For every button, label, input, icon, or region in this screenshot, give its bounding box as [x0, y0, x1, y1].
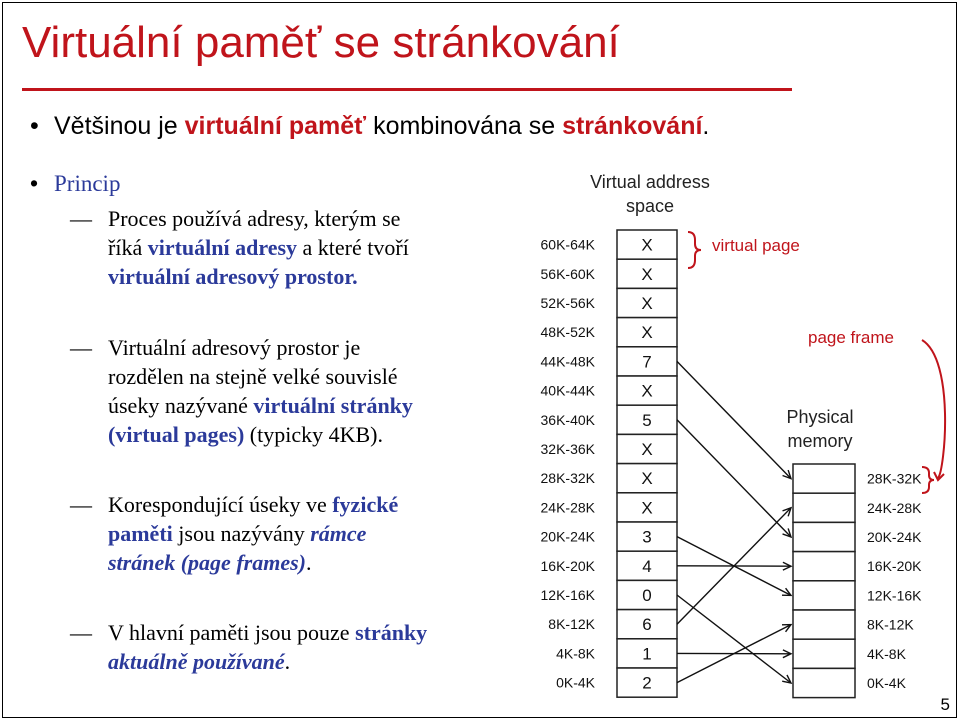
virtual-page-entry: 3 — [642, 527, 652, 547]
virtual-range-label: 8K-12K — [548, 616, 595, 633]
virtual-page-entry: 2 — [642, 673, 652, 693]
physical-range-label: 28K-32K — [867, 470, 922, 487]
physical-frame-cell — [793, 493, 855, 522]
bullet-1-text-a: Většinou je — [54, 112, 185, 140]
sub2-line3: úseky nazývané virtuální stránky — [108, 393, 413, 418]
physical-label-line1: Physical — [786, 407, 854, 427]
sub4-line1: V hlavní paměti jsou pouze stránky — [108, 620, 428, 645]
vas-title-line1: Virtual address — [590, 172, 710, 192]
sub1-line3: virtuální adresový prostor. — [108, 264, 358, 289]
virtual-page-entry: X — [641, 498, 653, 518]
virtual-page-entry: X — [641, 440, 653, 459]
virtual-range-label: 44K-48K — [540, 353, 595, 370]
mapping-arrow — [677, 595, 791, 683]
physical-range-label: 0K-4K — [867, 675, 906, 691]
physical-range-label: 4K-8K — [867, 645, 906, 662]
sub3-line1: Korespondující úseky ve fyzické — [108, 492, 399, 517]
virtual-page-entry: 6 — [642, 615, 652, 635]
virtual-range-label: 32K-36K — [540, 441, 595, 457]
virtual-range-label: 12K-16K — [540, 587, 595, 603]
physical-frame-cell — [793, 581, 855, 610]
dash-icon: — — [70, 206, 92, 231]
physical-frame-cell — [793, 610, 855, 639]
virtual-range-label: 60K-64K — [540, 236, 595, 253]
virtual-range-label: 48K-52K — [540, 324, 595, 341]
mapping-arrow — [677, 420, 791, 537]
page-frame-brace-icon — [922, 467, 934, 493]
page-frame-pointer-arrow — [922, 340, 945, 478]
page-number: 5 — [940, 695, 950, 714]
slide-title: Virtuální paměť se stránkování — [22, 18, 620, 67]
bullet-2-label: Princip — [54, 171, 121, 196]
page-frame-label: page frame — [808, 328, 894, 347]
mapping-arrows — [677, 361, 791, 683]
virtual-page-entry: X — [641, 264, 653, 284]
sub2-line2: rozdělen na stejně velké souvislé — [108, 364, 398, 389]
virtual-page-entry: X — [641, 294, 653, 313]
sub1-line2: říká virtuální adresy a které tvoří — [108, 235, 409, 260]
virtual-page-entry: X — [641, 469, 653, 489]
physical-frame-cell — [793, 464, 855, 493]
virtual-page-entry: 1 — [642, 644, 652, 664]
sub3-line2: paměti jsou nazývány rámce — [108, 521, 367, 546]
physical-frame-table — [793, 464, 922, 698]
bullet-dot-icon: • — [30, 170, 39, 196]
sub4-line2: aktuálně používané. — [108, 649, 291, 674]
virtual-page-label: virtual page — [712, 236, 800, 255]
bullet-dot-icon: • — [30, 112, 39, 140]
bullet-1-highlight-b: stránkování — [562, 112, 703, 140]
virtual-page-entry: 4 — [642, 556, 652, 576]
virtual-range-label: 24K-28K — [540, 499, 595, 516]
virtual-range-label: 16K-20K — [540, 557, 595, 574]
virtual-range-label: 4K-8K — [556, 645, 595, 662]
sub2-line1: Virtuální adresový prostor je — [108, 335, 361, 360]
dash-icon: — — [70, 335, 92, 360]
virtual-page-entry: 0 — [642, 586, 652, 605]
virtual-range-label: 40K-44K — [540, 382, 595, 399]
physical-label-line2: memory — [787, 431, 853, 451]
virtual-range-label: 52K-56K — [540, 295, 595, 311]
virtual-range-label: 0K-4K — [556, 674, 595, 691]
physical-frame-cell — [793, 668, 855, 697]
virtual-range-label: 28K-32K — [540, 470, 595, 487]
sub1-line1: Proces používá adresy, kterým se — [108, 206, 401, 231]
bullet-1-text-b: kombinována se — [366, 112, 563, 140]
physical-range-label: 12K-16K — [867, 587, 922, 604]
physical-range-label: 8K-12K — [867, 616, 914, 633]
dash-icon: — — [70, 492, 92, 517]
virtual-page-entry: X — [641, 381, 653, 401]
virtual-page-table — [541, 230, 677, 697]
sub3-line3: stránek (page frames). — [108, 550, 312, 575]
physical-range-label: 24K-28K — [867, 499, 922, 516]
virtual-page-brace-icon — [688, 232, 701, 268]
physical-range-label: 20K-24K — [867, 529, 922, 545]
physical-frame-cell — [793, 552, 855, 581]
virtual-page-entry: 5 — [642, 410, 652, 430]
virtual-page-entry: 7 — [642, 352, 652, 372]
mapping-arrow — [677, 361, 791, 478]
physical-range-label: 16K-20K — [867, 558, 922, 575]
virtual-page-entry: X — [641, 235, 653, 255]
virtual-range-label: 56K-60K — [540, 265, 595, 282]
physical-frame-cell — [793, 522, 855, 551]
sub2-line4: (virtual pages) (typicky 4KB). — [108, 422, 383, 447]
dash-icon: — — [70, 620, 92, 645]
vas-title-line2: space — [625, 196, 675, 216]
virtual-range-label: 20K-24K — [540, 528, 595, 545]
physical-frame-cell — [793, 639, 855, 668]
bullet-1-highlight-a: virtuální paměť — [184, 112, 367, 140]
bullet-1-text-c: . — [702, 112, 710, 140]
virtual-range-label: 36K-40K — [540, 411, 595, 428]
virtual-page-entry: X — [641, 323, 653, 343]
